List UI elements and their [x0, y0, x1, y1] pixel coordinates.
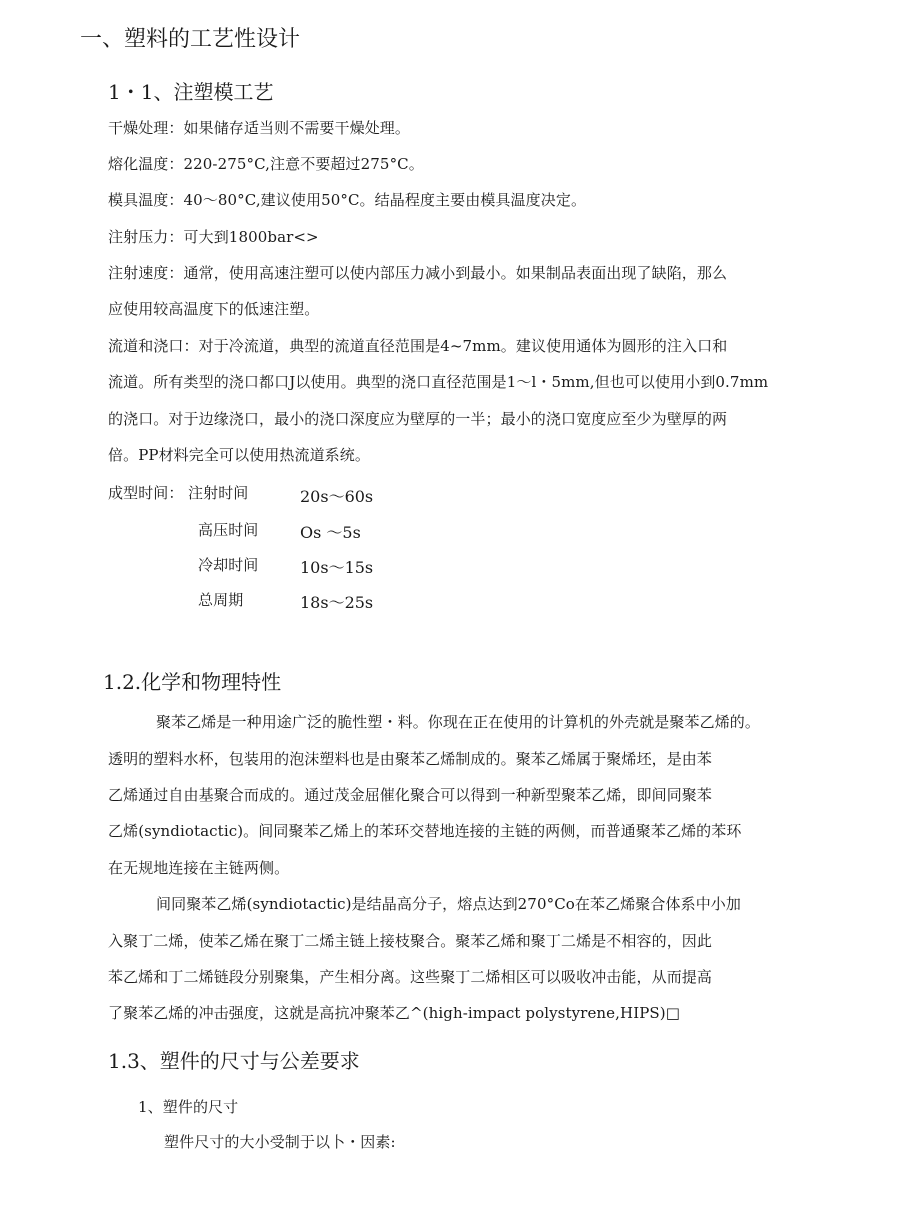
paragraph-line: 干燥处理：如果储存适当则不需要干燥处理。: [108, 119, 411, 137]
molding-row-name: 注射时间: [188, 484, 249, 502]
molding-time-label: 成型时间：: [108, 484, 184, 502]
paragraph-line: 间同聚苯乙烯(syndiotactic)是结晶高分子，熔点达到270°Co在苯乙烯聚合体系中小加: [156, 895, 742, 913]
page-title: 一、塑料的工艺性设计: [80, 27, 301, 52]
paragraph-line: 的浇口。对于边缘浇口，最小的浇口深度应为壁厚的一半；最小的浇口宽度应至少为壁厚的两: [108, 410, 728, 428]
molding-row-value: 18s～25s: [300, 593, 374, 612]
molding-row-value: 10s～15s: [300, 558, 374, 577]
paragraph-line: 入聚丁二烯，使苯乙烯在聚丁二烯主链上接枝聚合。聚苯乙烯和聚丁二烯是不相容的，因此: [108, 932, 713, 950]
paragraph-line: 苯乙烯和丁二烯链段分别聚集，产生相分离。这些聚丁二烯相区可以吸收冲击能，从而提高: [108, 968, 713, 986]
paragraph-line: 在无规地连接在主链两侧。: [108, 859, 290, 877]
paragraph-line: 乙烯通过自由基聚合而成的。通过茂金屈催化聚合可以得到一种新型聚苯乙烯，即间同聚苯: [108, 786, 713, 804]
molding-row-name: 总周期: [198, 591, 244, 609]
section-1-3-heading: 1.3、塑件的尺寸与公差要求: [108, 1049, 360, 1073]
paragraph-line: 熔化温度：220-275°C,注意不要超过275°C。: [108, 155, 424, 173]
paragraph-line: 流道。所有类型的浇口都口J以使用。典型的浇口直径范围是1～l・5mm,但也可以使用小到0.7mm: [108, 373, 769, 391]
paragraph-line: 倍。PP材料完全可以使用热流道系统。: [108, 446, 370, 464]
molding-row-value: 20s～60s: [300, 487, 374, 506]
section-1-2-heading: 1.2.化学和物理特性: [103, 670, 282, 694]
paragraph-line: 注射压力：可大到1800bar<>: [108, 228, 319, 246]
paragraph-line: 注射速度：通常，使用高速注塑可以使内部压力减小到最小。如果制品表面出现了缺陷，那么: [108, 264, 728, 282]
paragraph-line: 聚苯乙烯是一种用途广泛的脆性塑・料。你现在正在使用的计算机的外壳就是聚苯乙烯的。: [156, 713, 761, 731]
paragraph-line: 塑件尺寸的大小受制于以卜・因素:: [164, 1133, 396, 1151]
paragraph-line: 乙烯(syndiotactic)。间同聚苯乙烯上的苯环交替地连接的主链的两侧，而普通聚苯乙烯的苯环: [108, 822, 742, 840]
paragraph-line: 流道和浇口：对于冷流道，典型的流道直径范围是4~7mm。建议使用通体为圆形的注入口和: [108, 337, 728, 355]
paragraph-line: 模具温度：40～80°C,建议使用50°C。结晶程度主要由模具温度决定。: [108, 191, 587, 209]
section-1-1-heading: 1・1、注塑模工艺: [108, 80, 274, 104]
paragraph-line: 应使用较高温度下的低速注塑。: [108, 300, 320, 318]
molding-row-value: Os ～5s: [300, 523, 361, 542]
subsection-heading: 1、塑件的尺寸: [138, 1098, 239, 1116]
molding-row-name: 高压时间: [198, 521, 259, 539]
molding-row-name: 冷却时间: [198, 556, 259, 574]
paragraph-line: 透明的塑料水杯，包装用的泡沫塑料也是由聚苯乙烯制成的。聚苯乙烯属于聚烯坯，是由苯: [108, 750, 713, 768]
paragraph-line: 了聚苯乙烯的冲击强度，这就是高抗冲聚苯乙^(high-impact polystyrene,HIPS)□: [108, 1004, 681, 1022]
